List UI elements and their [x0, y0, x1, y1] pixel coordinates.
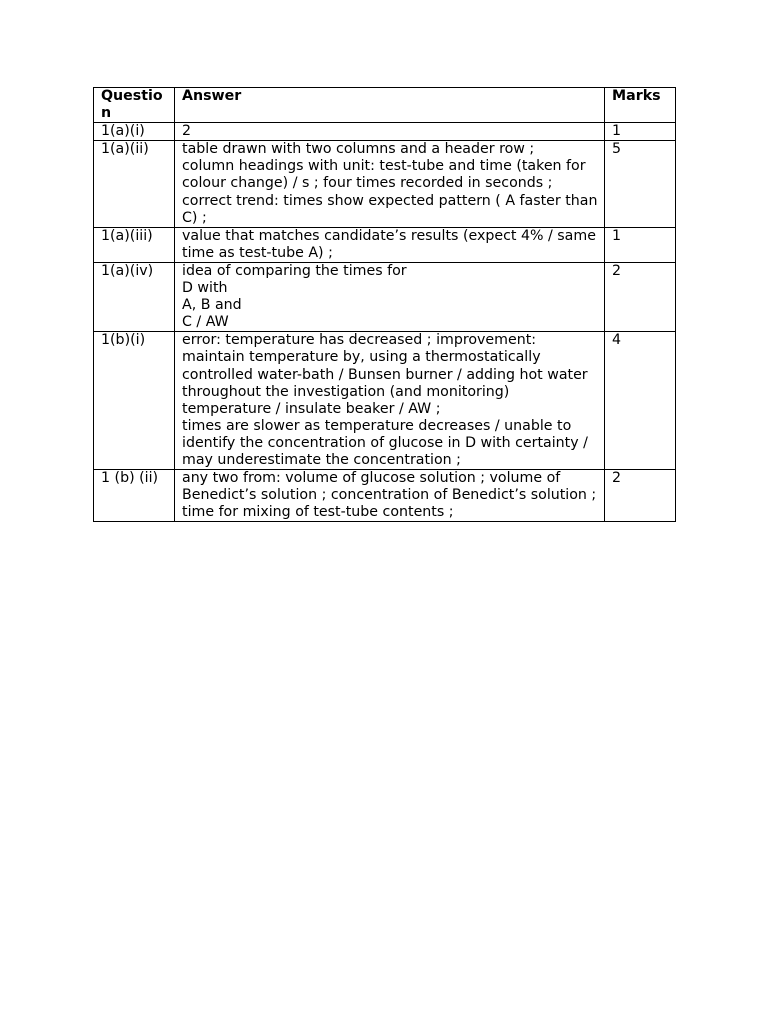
marks-cell: 2 [605, 470, 676, 522]
question-cell: 1 (b) (ii) [94, 470, 175, 522]
header-answer: Answer [175, 88, 605, 123]
marks-cell: 1 [605, 227, 676, 262]
header-marks: Marks [605, 88, 676, 123]
header-row [94, 88, 676, 123]
table-row [94, 141, 676, 227]
table-row [94, 470, 676, 522]
answer-line: A, B and [182, 297, 242, 314]
marks-cell: 1 [605, 123, 676, 141]
answer-cell [175, 141, 605, 227]
answer-cell [175, 262, 605, 331]
header-question: Question [94, 88, 175, 123]
answer-line: times are slower as temperature decreases / unable to identify the concentration of glucose in D with certainty / may underestimate the concentration ; [182, 417, 593, 468]
answer-line: column headings with unit: test-tube and time (taken for colour change) / s ; four times recorded in seconds ; correct trend: times show expected pattern ( A faster than C) ; [182, 158, 603, 226]
table-row [94, 227, 676, 262]
answer-line: C / AW [182, 314, 229, 331]
answer-line: table drawn with two columns and a header row ; [182, 141, 535, 158]
answer-cell [175, 470, 605, 522]
table-row [94, 262, 676, 331]
question-cell: 1(a)(i) [94, 123, 175, 141]
question-cell: 1(a)(iii) [94, 227, 175, 262]
answer-line: error: temperature has decreased ; improvement: maintain temperature by, using a thermostatically controlled water-bath / Bunsen burner / adding hot water throughout the investigation (and monitoring) temperature / insulate beaker / AW ; [182, 332, 593, 417]
answer-line: value that matches candidate’s results (expect 4% / same time as test-tube A) ; [182, 227, 601, 261]
answer-cell [175, 227, 605, 262]
answer-line: 2 [182, 123, 192, 140]
table-row [94, 332, 676, 470]
answer-cell [175, 123, 605, 141]
answer-line: idea of comparing the times for [182, 262, 407, 279]
question-cell: 1(a)(iv) [94, 262, 175, 331]
answer-line: any two from: volume of glucose solution ; volume of Benedict’s solution ; concentration of Benedict’s solution ; time for mixing of test-tube contents ; [182, 470, 601, 521]
table-row [94, 123, 676, 141]
question-cell: 1(b)(i) [94, 332, 175, 470]
question-cell: 1(a)(ii) [94, 141, 175, 227]
marks-cell: 2 [605, 262, 676, 331]
marks-cell: 5 [605, 141, 676, 227]
answer-line: D with [182, 280, 228, 297]
marks-cell: 4 [605, 332, 676, 470]
answer-cell [175, 332, 605, 470]
mark-scheme-table [93, 87, 676, 522]
